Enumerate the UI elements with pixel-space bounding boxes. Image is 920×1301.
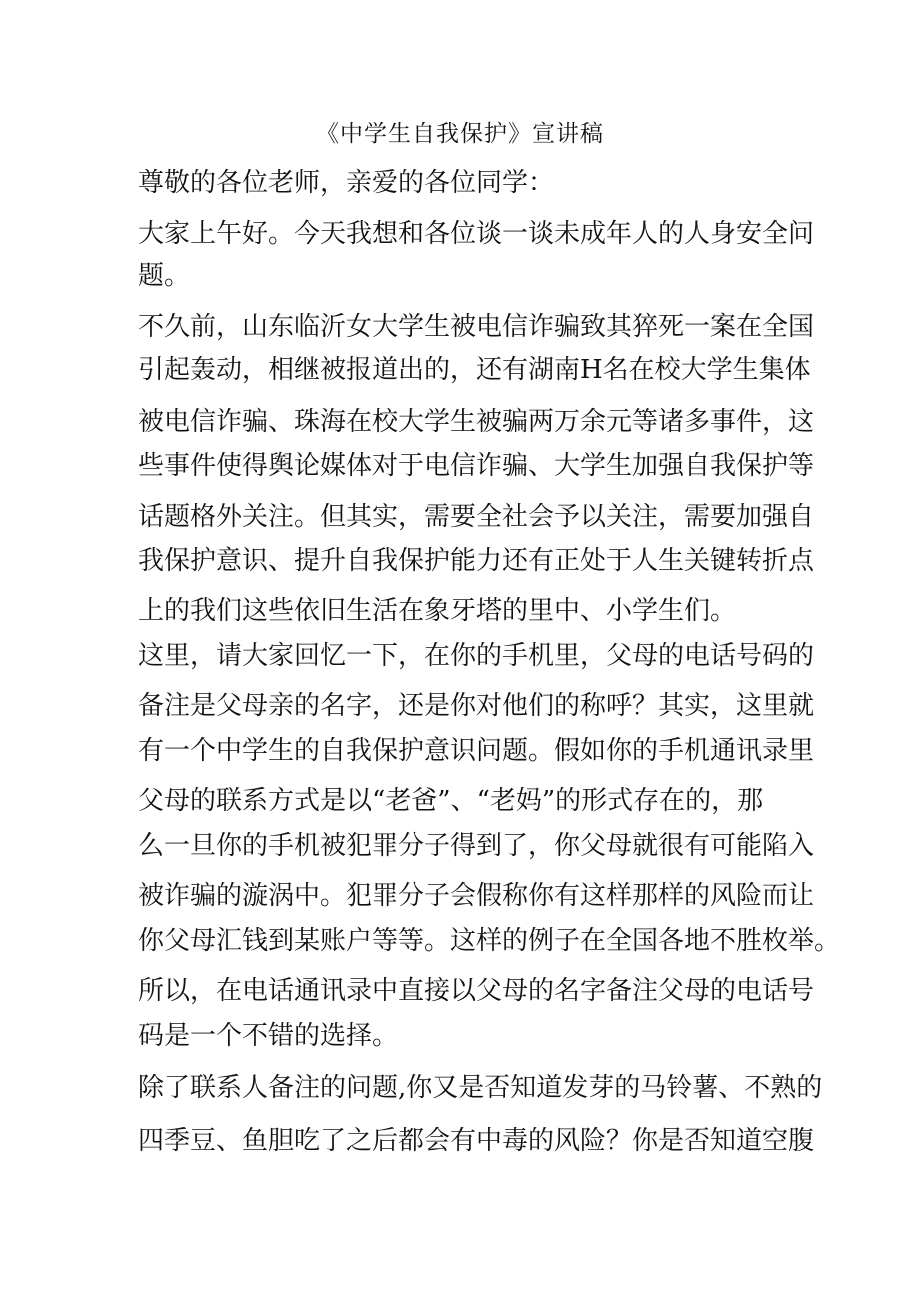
text-line-4: 不久前，山东临沂女大学生被电信诈骗致其猝死一案在全国 — [138, 312, 815, 342]
text-line-16: 被诈骗的漩涡中。犯罪分子会假称你有这样那样的风险而让 — [138, 881, 815, 911]
text-line-17: 你父母汇钱到某账户等等。这样的例子在全国各地不胜枚举。 — [138, 926, 841, 956]
text-line-5: 引起轰动，相继被报道出的，还有湖南H名在校大学生集体 — [138, 355, 811, 385]
page-title: 《中学生自我保护》宣讲稿 — [316, 121, 604, 147]
text-line-18: 所以，在电话通讯录中直接以父母的名字备注父母的电话号 — [138, 976, 815, 1006]
text-line-1: 尊敬的各位老师，亲爱的各位同学： — [138, 168, 555, 198]
text-line-6: 被电信诈骗、珠海在校大学生被骗两万余元等诸多事件，这 — [138, 407, 815, 437]
text-line-14: 父母的联系方式是以“老爸”、“老妈”的形式存在的，那 — [138, 786, 764, 816]
text-line-3: 题。 — [138, 261, 191, 291]
text-line-2: 大家上午好。今天我想和各位谈一谈未成年人的人身安全问 — [138, 219, 815, 249]
text-line-13: 有一个中学生的自我保护意识问题。假如你的手机通讯录里 — [138, 736, 815, 766]
text-line-10: 上的我们这些依旧生活在象牙塔的里中、小学生们。 — [138, 596, 737, 626]
text-line-20: 除了联系人备注的问题,你又是否知道发芽的马铃薯、不熟的 — [138, 1073, 823, 1103]
text-line-7: 些事件使得舆论媒体对于电信诈骗、大学生加强自我保护等 — [138, 451, 815, 481]
text-line-8: 话题格外关注。但其实，需要全社会予以关注，需要加强自 — [138, 502, 815, 532]
text-line-15: 么一旦你的手机被犯罪分子得到了，你父母就很有可能陷入 — [138, 831, 815, 861]
text-line-21: 四季豆、鱼胆吃了之后都会有中毒的风险？你是否知道空腹 — [138, 1126, 815, 1156]
text-line-9: 我保护意识、提升自我保护能力还有正处于人生关键转折点 — [138, 546, 815, 576]
text-line-12: 备注是父母亲的名字，还是你对他们的称呼？其实，这里就 — [138, 691, 815, 721]
text-line-11: 这里，请大家回忆一下，在你的手机里，父母的电话号码的 — [138, 641, 815, 671]
text-line-19: 码是一个不错的选择。 — [138, 1021, 399, 1051]
